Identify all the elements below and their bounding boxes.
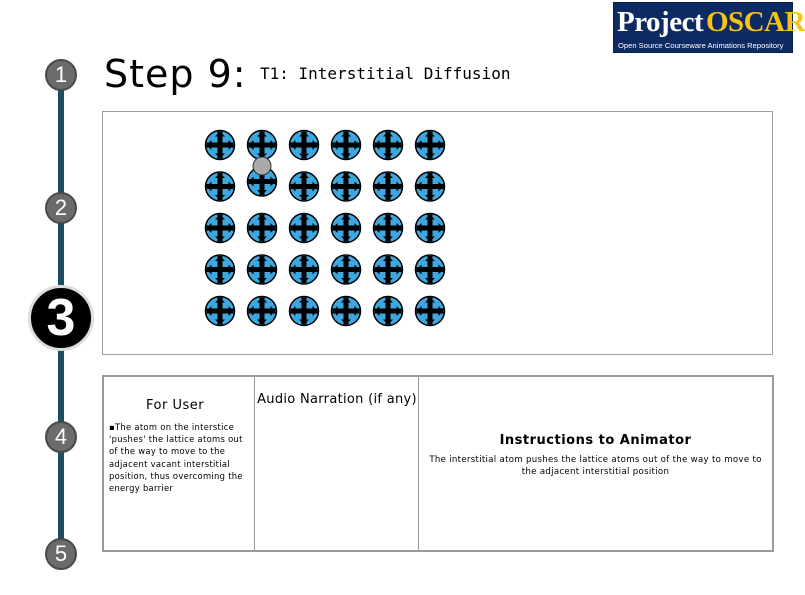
timeline-step-2[interactable]: 2 <box>45 192 77 224</box>
instructions-column <box>419 377 772 550</box>
lattice-atom <box>416 172 445 201</box>
lattice-atom <box>374 214 403 243</box>
lattice-atom <box>290 297 319 326</box>
lattice-atom <box>206 214 235 243</box>
lattice-atom <box>416 297 445 326</box>
lattice-atom <box>374 297 403 326</box>
audio-narration-column <box>255 377 419 550</box>
timeline-step-5[interactable]: 5 <box>45 538 77 570</box>
lattice-atom <box>332 172 361 201</box>
lattice-atom <box>290 172 319 201</box>
topic-title: T1: Interstitial Diffusion <box>260 64 511 83</box>
lattice-atom <box>332 255 361 284</box>
lattice-atom <box>248 297 277 326</box>
timeline-step-3[interactable]: 3 <box>28 285 94 351</box>
animation-panel <box>102 111 773 355</box>
lattice-atom <box>332 214 361 243</box>
lattice-diagram <box>103 112 774 356</box>
timeline-step-4[interactable]: 4 <box>45 421 77 453</box>
for-user-heading: For User <box>146 398 205 413</box>
lattice-atom <box>332 131 361 160</box>
lattice-atom <box>290 255 319 284</box>
lattice-atom <box>206 172 235 201</box>
lattice-atom <box>248 214 277 243</box>
project-oscar-logo <box>613 2 805 53</box>
logo-word-oscar: OSCAR <box>706 6 805 38</box>
lattice-atom <box>248 255 277 284</box>
lattice-atom <box>374 131 403 160</box>
lattice-atom <box>416 255 445 284</box>
lattice-atom <box>290 131 319 160</box>
logo-tagline: Open Source Courseware Animations Repository <box>618 41 784 50</box>
audio-narration-heading: Audio Narration (if any) <box>257 392 417 407</box>
logo-word-project: Project <box>617 6 704 38</box>
lattice-atom <box>416 131 445 160</box>
lattice-atom <box>374 172 403 201</box>
lattice-atom <box>206 297 235 326</box>
lattice-atom <box>206 131 235 160</box>
instructions-heading: Instructions to Animator <box>499 433 692 448</box>
step-title: Step 9: <box>104 52 247 96</box>
for-user-text: ▪The atom on the interstice 'pushes' the lattice atoms out of the way to move to the adjacent vacant interstitial position, thus overcoming the energy barrier <box>109 422 243 494</box>
lattice-atom <box>290 214 319 243</box>
timeline-step-1[interactable]: 1 <box>45 59 77 91</box>
instructions-text: The interstitial atom pushes the lattice atoms out of the way to move to the adjacent interstitial position <box>429 455 762 477</box>
for-user-column <box>104 377 255 550</box>
lattice-atom <box>374 255 403 284</box>
lattice-atom <box>416 214 445 243</box>
info-panel <box>102 375 774 552</box>
interstitial-atom <box>253 157 271 175</box>
lattice-atom <box>332 297 361 326</box>
lattice-atom <box>248 131 277 160</box>
lattice-atom <box>206 255 235 284</box>
